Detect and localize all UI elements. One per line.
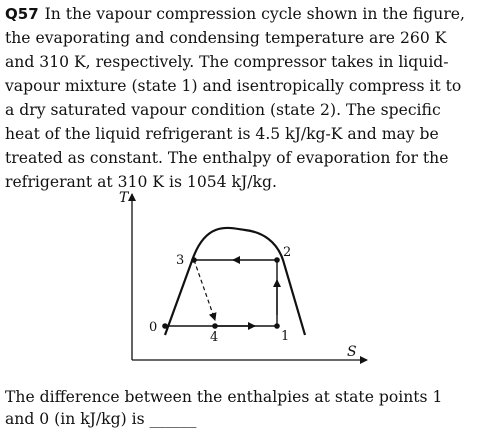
s-axis-label: S — [347, 344, 357, 360]
state-point-2 — [274, 257, 280, 263]
t-axis-label: T — [119, 190, 129, 206]
saturation-dome — [165, 228, 305, 335]
ts-diagram-svg — [105, 180, 385, 380]
label-state-3: 3 — [176, 253, 185, 268]
label-state-2: 2 — [283, 245, 292, 260]
question-line-3: and 310 K, respectively. The compressor takes in liquid- — [5, 53, 449, 71]
question-line-7: treated as constant. The enthalpy of evaporation for the — [5, 149, 449, 167]
label-state-4: 4 — [210, 330, 219, 345]
question-line-6: heat of the liquid refrigerant is 4.5 kJ/kg-K and may be — [5, 125, 439, 143]
answer-line-2 — [5, 408, 442, 430]
question-number: Q57 — [5, 5, 39, 23]
question-line-8: refrigerant at 310 K is 1054 kJ/kg. — [5, 173, 277, 191]
state-point-3 — [191, 257, 197, 263]
label-state-1: 1 — [281, 329, 290, 344]
question-line-5: a dry saturated vapour condition (state 2). The specific — [5, 101, 441, 119]
question-text — [5, 2, 485, 194]
state-point-1 — [274, 323, 280, 329]
state-point-4 — [212, 323, 218, 329]
label-state-0: 0 — [149, 320, 158, 335]
answer-line-2-text: and 0 (in kJ/kg) is — [5, 410, 145, 428]
question-line-2: the evaporating and condensing temperature are 260 K — [5, 29, 447, 47]
question-line-1 — [5, 2, 485, 26]
throttling-line-3-4 — [194, 260, 215, 320]
question-line-4: vapour mixture (state 1) and isentropically compress it to — [5, 77, 462, 95]
question-line-1-text: In the vapour compression cycle shown in the figure, — [44, 5, 465, 23]
answer-blank: ______ — [149, 410, 197, 428]
answer-line-1: The difference between the enthalpies at state points 1 — [5, 388, 443, 406]
ts-diagram — [105, 180, 385, 380]
state-point-0 — [162, 323, 168, 329]
answer-prompt — [5, 386, 442, 430]
